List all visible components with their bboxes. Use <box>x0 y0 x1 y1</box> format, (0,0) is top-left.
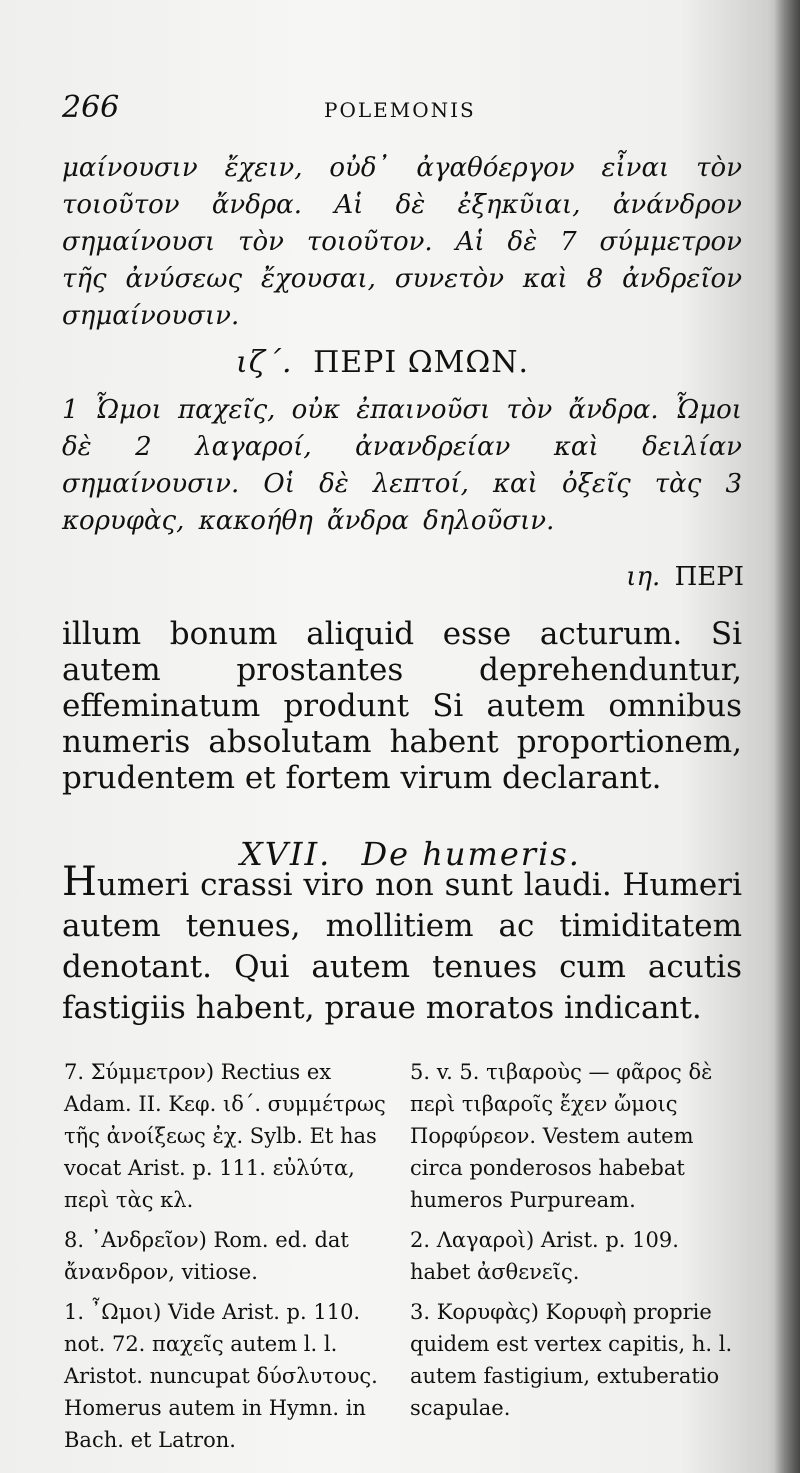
greek-section-title: ΠΕΡΙ ΩΜΩΝ. <box>313 345 529 380</box>
running-title: POLEMONIS <box>324 98 476 122</box>
footnote: 8. ᾽Ανδρεῖον) Rom. ed. dat ἄνανδρον, vitiose. <box>64 1228 349 1284</box>
page-header <box>62 90 702 130</box>
greek-next-section-title: ΠΕΡΙ <box>674 562 744 592</box>
footnote: 5. v. 5. τιβαροὺς — φᾶρος δὲ περὶ τιβαροῖς ἔχεν ὤμοις Πορφύρεον. Vestem autem circa ponderosos habebat humeros Purpuream. <box>410 1060 713 1212</box>
footnote: 3. Κορυφὰς) Κορυφὴ proprie quidem est vertex capitis, h. l. autem fastigium, extuberatio scapulae. <box>410 1300 733 1420</box>
greek-paragraph-1: μαίνουσιν ἔχειν, οὐδ᾽ ἀγαθόεργον εἶναι τὸν τοιοῦτον ἄνδρα. Αἱ δὲ ἐξηκῦιαι, ἀνάνδρον σημαίνουσι τὸν τοιοῦτον. Αἱ δὲ 7 σύμμετρον τῆς ἀνύσεως ἔχουσαι, συνετὸν καὶ 8 ἀνδρεῖον σημαίνουσιν. <box>62 153 742 331</box>
page-edge-shadow <box>774 0 800 1473</box>
greek-paragraph-2: 1 Ὦμοι παχεῖς, οὐκ ἐπαινοῦσι τὸν ἄνδρα. Ὦμοι δὲ 2 λαγαροί, ἀνανδρείαν καὶ δειλίαν σημαίνουσιν. Οἱ δὲ λεπτοί, καὶ ὀξεῖς τὰς 3 κορυφὰς, κακοήθη ἄνδρα δηλοῦσιν. <box>62 395 742 536</box>
latin-paragraph-2-text: umeri crassi viro non sunt laudi. Humeri autem tenues, mollitiem ac timiditatem denotant. Qui autem tenues cum acutis fastigiis habent, praue moratos indicant. <box>62 867 742 1026</box>
page-number: 266 <box>62 90 120 125</box>
greek-section-heading <box>236 345 529 380</box>
footnote: 2. Λαγαροὶ) Arist. p. 109. habet ἀσθενεῖς. <box>410 1228 679 1284</box>
footnotes-right-column <box>410 1056 740 1432</box>
latin-paragraph-2 <box>62 859 742 1029</box>
greek-next-section-number: ιη. <box>626 562 661 592</box>
footnotes-left-column <box>64 1056 402 1464</box>
latin-section-number: XVII. <box>240 835 332 873</box>
latin-section-title: De humeris. <box>361 835 581 873</box>
greek-next-section-heading <box>626 562 744 592</box>
latin-initial: H <box>62 859 97 905</box>
footnote: 1. ῏Ωμοι) Vide Arist. p. 110. not. 72. παχεῖς autem l. l. Aristot. nuncupat δύσλυτους. Homerus autem in Hymn. in Bach. et Latron. <box>64 1300 378 1452</box>
footnote: 7. Σύμμετρον) Rectius ex Adam. II. Κεφ. ιδ΄. συμμέτρως τῆς ἀνοίξεως ἐχ. Sylb. Et has vocat Arist. p. 111. εὐλύτα, περὶ τὰς κλ. <box>64 1060 386 1212</box>
greek-section-number: ιζ΄. <box>236 345 293 380</box>
latin-paragraph-1: illum bonum aliquid esse acturum. Si autem prostantes deprehenduntur, effeminatum produnt Si autem omnibus numeris absolutam habent proportionem, prudentem et fortem virum declarant. <box>62 616 742 796</box>
